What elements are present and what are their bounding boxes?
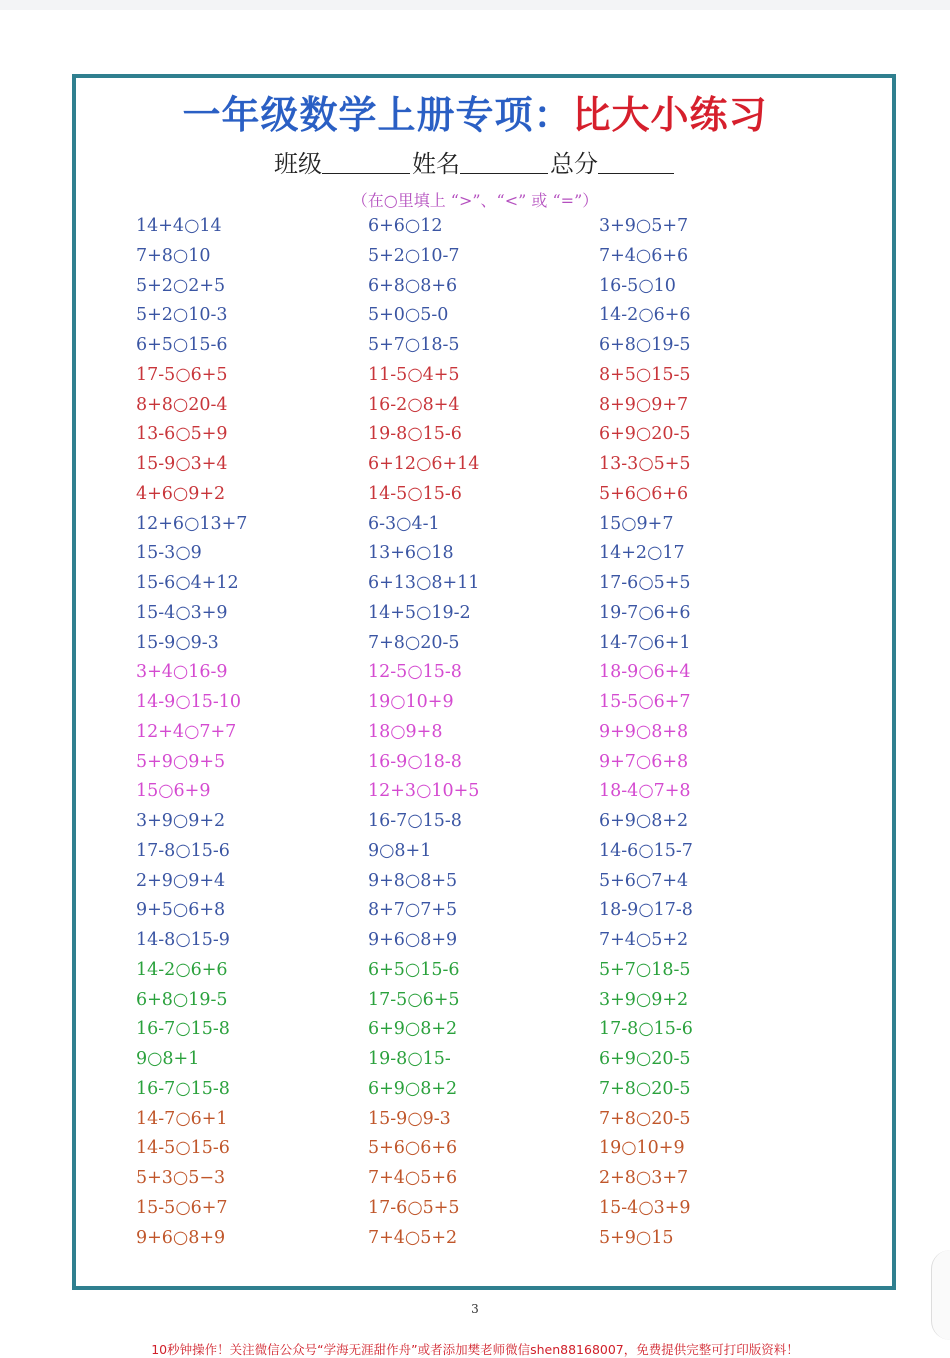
comparison-problem: 6+6○12 [368, 216, 443, 236]
comparison-problem: 7+8○10 [136, 245, 211, 266]
comparison-problem: 17-6○5+5 [599, 573, 691, 593]
comparison-problem: 7+4○5+2 [368, 1227, 458, 1248]
comparison-problem: 9+8○8+5 [368, 870, 458, 891]
comparison-problem: 8+9○9+7 [599, 394, 689, 415]
comparison-problem: 7+4○6+6 [599, 245, 689, 266]
comparison-problem: 14-6○15-7 [599, 840, 693, 861]
comparison-problem: 6+8○19-5 [599, 335, 691, 355]
comparison-problem: 19○10+9 [599, 1138, 685, 1159]
name-blank [460, 151, 548, 174]
class-label: 班级 [274, 150, 322, 178]
comparison-problem: 15-9○9-3 [368, 1108, 451, 1129]
comparison-problem: 2+8○3+7 [599, 1168, 689, 1188]
comparison-problem: 15○6+9 [136, 781, 211, 802]
comparison-problem: 6+9○8+2 [599, 811, 689, 831]
comparison-problem: 15-3○9 [136, 543, 202, 564]
comparison-problem: 4+6○9+2 [136, 483, 226, 504]
comparison-problem: 14-7○6+1 [599, 632, 691, 653]
comparison-problem: 18-9○17-8 [599, 900, 693, 921]
comparison-problem: 15○9+7 [599, 513, 674, 534]
comparison-problem: 9○8+1 [136, 1049, 200, 1069]
comparison-problem: 17-8○15-6 [136, 840, 230, 861]
comparison-problem: 12+6○13+7 [136, 513, 248, 534]
top-bar [0, 0, 950, 10]
title-part-1: 一年级数学上册专项： [182, 93, 573, 137]
comparison-problem: 16-7○15-8 [136, 1019, 230, 1040]
comparison-problem: 6+9○8+2 [368, 1078, 458, 1099]
comparison-problem: 16-2○8+4 [368, 394, 460, 415]
page-title [0, 84, 950, 139]
comparison-problem: 5+2○10-7 [368, 245, 460, 266]
comparison-problem: 7+8○20-5 [599, 1078, 691, 1099]
title-part-2: 比大小练习 [572, 93, 768, 137]
comparison-problem: 3+4○16-9 [136, 662, 228, 683]
comparison-problem: 9+9○8+8 [599, 721, 689, 742]
comparison-problem: 17-5○6+5 [136, 364, 228, 385]
comparison-problem: 5+9○9+5 [136, 751, 226, 772]
comparison-problem: 7+8○20-5 [368, 632, 460, 653]
comparison-problem: 16-7○15-8 [136, 1078, 230, 1099]
comparison-problem: 7+8○20-5 [599, 1108, 691, 1129]
comparison-problem: 14+4○14 [136, 216, 222, 236]
comparison-problem: 6+12○6+14 [368, 454, 480, 474]
score-label: 总分 [550, 150, 598, 178]
comparison-problem: 12+4○7+7 [136, 721, 237, 742]
comparison-problem: 6-3○4-1 [368, 513, 440, 534]
comparison-problem: 14-2○6+6 [136, 959, 228, 980]
comparison-problem: 6+9○20-5 [599, 424, 691, 445]
comparison-problem: 16-9○18-8 [368, 751, 462, 772]
comparison-problem: 9+7○6+8 [599, 751, 689, 772]
comparison-problem: 14-9○15-10 [136, 692, 242, 712]
comparison-problem: 2+9○9+4 [136, 870, 226, 891]
comparison-problem: 5+0○5-0 [368, 305, 449, 326]
comparison-problem: 15-4○3+9 [599, 1197, 691, 1218]
comparison-problem: 8+8○20-4 [136, 394, 228, 415]
comparison-problem: 13+6○18 [368, 543, 454, 564]
comparison-problem: 16-5○10 [599, 275, 676, 296]
comparison-problem: 15-5○6+7 [136, 1197, 228, 1218]
comparison-problem: 3+9○9+2 [599, 989, 689, 1010]
scroll-handle[interactable] [931, 1250, 950, 1340]
comparison-problem: 19-8○15- [368, 1049, 451, 1069]
comparison-problem: 6+13○8+11 [368, 573, 480, 593]
comparison-problem: 17-6○5+5 [368, 1197, 460, 1218]
comparison-problem: 6+8○8+6 [368, 275, 458, 296]
comparison-problem: 19-8○15-6 [368, 424, 462, 445]
comparison-problem: 14-5○15-6 [136, 1138, 230, 1159]
page-number: 3 [471, 1302, 479, 1316]
problem-column-3 [599, 212, 819, 1253]
comparison-problem: 7+4○5+6 [368, 1168, 458, 1188]
comparison-problem: 5+6○6+6 [368, 1138, 458, 1159]
comparison-problem: 9○8+1 [368, 840, 432, 861]
comparison-problem: 17-5○6+5 [368, 989, 460, 1010]
comparison-problem: 14-8○15-9 [136, 930, 230, 950]
student-info-line [0, 144, 950, 179]
comparison-problem: 12+3○10+5 [368, 781, 480, 802]
comparison-problem: 3+9○5+7 [599, 216, 689, 236]
comparison-problem: 5+6○6+6 [599, 483, 689, 504]
comparison-problem: 19○10+9 [368, 692, 454, 712]
comparison-problem: 6+8○19-5 [136, 989, 228, 1010]
comparison-problem: 12-5○15-8 [368, 662, 462, 683]
comparison-problem: 9+6○8+9 [136, 1227, 226, 1248]
comparison-problem: 18○9+8 [368, 721, 443, 742]
comparison-problem: 5+7○18-5 [368, 335, 460, 355]
comparison-problem: 18-4○7+8 [599, 781, 691, 802]
problem-column-2 [368, 212, 588, 1253]
comparison-problem: 6+5○15-6 [136, 335, 228, 355]
comparison-problem: 5+2○2+5 [136, 275, 226, 296]
footer-promo-text: 10秒钟操作！关注微信公众号“学海无涯甜作舟”或者添加樊老师微信shen88168007，免费提供完整可打印版资料！ [151, 1342, 799, 1357]
comparison-problem: 5+3○5−3 [136, 1168, 226, 1188]
comparison-problem: 16-7○15-8 [368, 811, 462, 831]
comparison-problem: 17-8○15-6 [599, 1019, 693, 1040]
class-blank [322, 151, 410, 174]
comparison-problem: 7+4○5+2 [599, 930, 689, 950]
comparison-problem: 18-9○6+4 [599, 662, 691, 683]
comparison-problem: 5+9○15 [599, 1227, 674, 1248]
comparison-problem: 6+9○20-5 [599, 1049, 691, 1069]
comparison-problem: 19-7○6+6 [599, 602, 691, 623]
comparison-problem: 11-5○4+5 [368, 364, 460, 385]
comparison-problem: 14-7○6+1 [136, 1108, 228, 1129]
comparison-problem: 14+2○17 [599, 543, 685, 564]
name-label: 姓名 [412, 150, 460, 178]
comparison-problem: 5+7○18-5 [599, 959, 691, 980]
score-blank [598, 151, 674, 174]
comparison-problem: 8+5○15-5 [599, 364, 691, 385]
instruction-hint: （在○里填上 “>”、“<” 或 “=”） [351, 191, 599, 210]
comparison-problem: 15-5○6+7 [599, 692, 691, 712]
comparison-problem: 3+9○9+2 [136, 811, 226, 831]
comparison-problem: 5+2○10-3 [136, 305, 228, 326]
comparison-problem: 6+9○8+2 [368, 1019, 458, 1040]
comparison-problem: 13-6○5+9 [136, 424, 228, 445]
comparison-problem: 14-2○6+6 [599, 305, 691, 326]
comparison-problem: 15-9○3+4 [136, 454, 228, 474]
comparison-problem: 9+5○6+8 [136, 900, 226, 921]
comparison-problem: 6+5○15-6 [368, 959, 460, 980]
problem-column-1 [136, 212, 356, 1253]
comparison-problem: 14+5○19-2 [368, 602, 471, 623]
comparison-problem: 15-6○4+12 [136, 573, 239, 593]
comparison-problem: 5+6○7+4 [599, 870, 689, 891]
comparison-problem: 13-3○5+5 [599, 454, 691, 474]
comparison-problem: 8+7○7+5 [368, 900, 458, 921]
comparison-problem: 15-9○9-3 [136, 632, 219, 653]
comparison-problem: 9+6○8+9 [368, 930, 458, 950]
comparison-problem: 15-4○3+9 [136, 602, 228, 623]
comparison-problem: 14-5○15-6 [368, 483, 462, 504]
